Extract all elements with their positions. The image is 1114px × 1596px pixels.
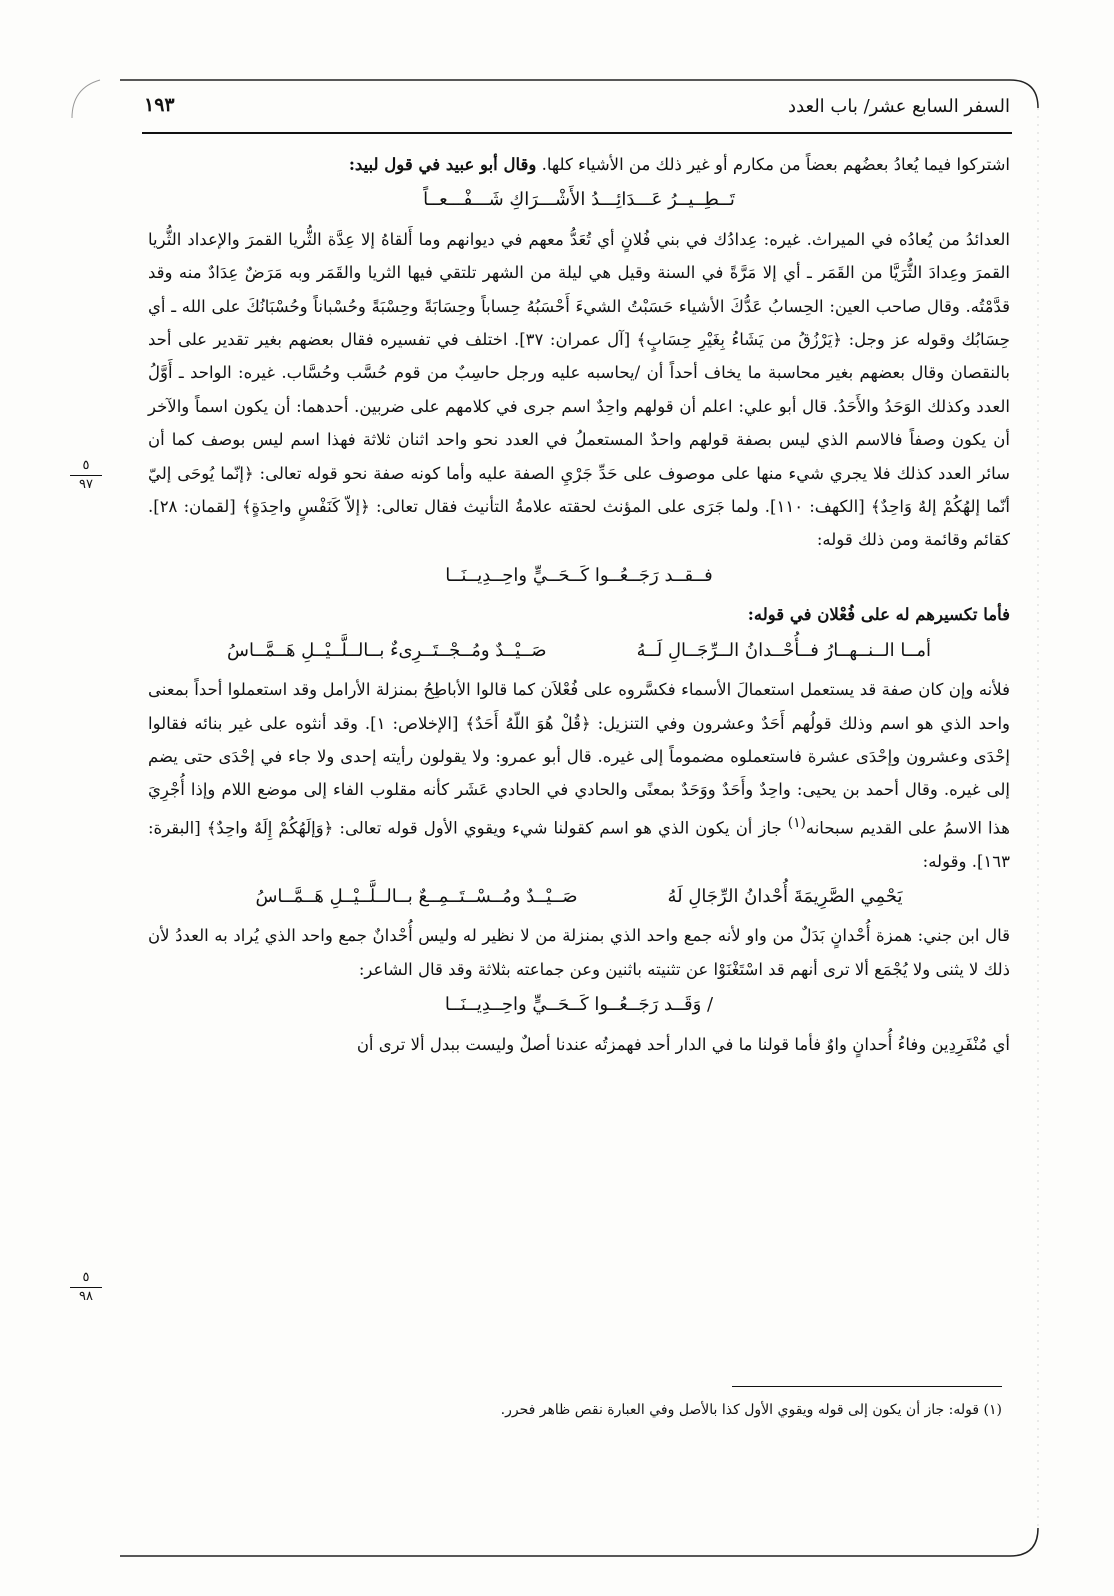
paragraph-1: اشتركوا فيما يُعادُ بعضُهم بعضاً من مكارم أو غير ذلك من الأشياء كلها. وقال أبو عبيد في قول لبيد: bbox=[348, 155, 1010, 174]
footnote-rule bbox=[732, 1386, 1002, 1387]
verse-4 bbox=[148, 880, 1010, 913]
paragraph-2: العدائدُ من يُعادُه في الميراث. غيره: عِدادُك في بني فُلانٍ أي تُعَدُّ معهم في ديوانهم وما أَلقاهُ إلا عِدَّة الثُّريا القمرَ والإعداد الثُّريا القمرَ وعِدادَ الثُّرَيَّا من القَمَر ـ أي إلا مَرَّةً في السنة وقيل هي ليلة من الشهر تلتقي فيها الثريا والقَمَر وبه مَرَضٌ عِدَادٌ منه وقد قدَّمْتُه. وقال صاحب العين: الحِسابُ عَدُّكَ الأشياء حَسَبْتُ الشيءَ أَحْسَبُهُ حِساباً وحِسَابَةً وحِسْبَةً وحُسْباناً وحُسْبَانُكَ على الله ـ أي حِسَابُك وقوله عز وجل: ﴿يَرْزُقُ من يَشَاءُ بِغَيْرِ حِسَابٍ﴾ [آل عمران: ٣٧]. اختلف في تفسيره فقال بعضهم بغير تقدير على أحد بالنقصان وقال بعضهم بغير محاسبة ما يخاف أحداً أن /يحاسبه عليه ورجل حاسِبٌ من قوم حُسَّب وحُسَّاب. غيره: الواحد ـ أَوَّلُ العدد وكذلك الوَحَدُ والأَحَدُ. قال أبو علي: اعلم أن قولهم واحِدٌ اسم جرى في كلامهم على ضربين. أحدهما: أن يكون اسماً والآخر أن يكون وصفاً فالاسم الذي ليس بصفة قولهم واحدٌ المستعملُ في العدد نحو واحد اثنان ثلاثة فهذا اسم ليس بوصف كما أن سائر العدد كذلك فلا يجري شيء منها على موصوف على حَدِّ جَرْيِ الصفة عليه وأما كونه صفة نحو قوله تعالى: ﴿إنّما يُوحَى إليّ أنّما إلهُكُمْ إلهٌ وَاحِدٌ﴾ [الكهف: ١١٠]. ولما جَرَى على المؤنث لحقته علامةُ التأنيث فقال تعالى: ﴿إلاّ كَنَفْسٍ واحِدَةٍ﴾ [لقمان: ٢٨]. كقائم وقائمة ومن ذلك قوله: bbox=[148, 229, 1010, 550]
verse-4-first-hemistich: يَحْمِي الصَّرِيمَةَ أُحْدانُ الرِّجَالِ لَهُ bbox=[667, 886, 903, 908]
margin-ref-1: ٥ ٩٧ bbox=[70, 458, 102, 493]
margin-ref-2: ٥ ٩٨ bbox=[70, 1270, 102, 1305]
verse-5: / وَقَــد رَجَــعُــوا كَــحَــيٍّ واحِــدِيــنَــا bbox=[444, 994, 714, 1016]
paragraph-4: فلأنه وإن كان صفة قد يستعمل استعمالَ الأسماء فكسَّروه على فُعْلاَن كما قالوا الأباطِحُ بمنزلة الأرامل وقد استعملوا أحداً بمعنى واحد الذي هو اسم وذلك قولُهم أَحَدٌ وعشرون وفي التنزيل: ﴿قُلْ هُوَ اللّهُ أَحَدٌ﴾ [الإخلاص: ١]. وقد أنثوه على غير بنائه فقالوا إحْدَى وعشرون وإحْدَى عشرة فاستعملوه مضموماً إلى غيره. قال أبو عمرو: ولا يقولون رأيته إحدى ولا جاء في إحْدَى حتى يضم إلى غيره. وقال أحمد بن يحيى: واحِدٌ وأَحَدٌ ووَحَدٌ بمعنًى والحادي في الحادي عَشَر كأنه مقلوب الفاء إلى موضع اللام وإذا أُجْرِيَ هذا الاسمُ على القديم سبحانه$^{(١)}$ جاز أن يكون الذي هو اسم كقولنا شيء ويقوي الأول قوله تعالى: ﴿وَإلَهُكُمْ إِلَهٌ واحِدٌ﴾ [البقرة: ١٦٣]. وقوله: bbox=[148, 680, 1011, 871]
verse-2: فــقــد رَجَــعُــوا كَــحَــيٍّ واحِــدِيــنَــا bbox=[445, 564, 713, 586]
paragraph-3: فأما تكسيرهم له على فُعْلان في قوله: bbox=[747, 605, 1010, 625]
main-text bbox=[148, 148, 1010, 1061]
verse-3-first-hemistich: أمــا الــنــهــارُ فــأُحْــدانُ الــرِّجَــالِ لَــهُ bbox=[636, 639, 932, 661]
paragraph-5: قال ابن جني: همزة أُحْدانٍ بَدَلٌ من واو لأنه جمع واحد الذي بمنزلة من لا نظير له وليس أُحْدانٌ جمع واحد الذي يُراد به العددُ لأن ذلك لا يثنى ولا يُجْمَع ألا ترى أنهم قد اسْتَغْنَوْا عن تثنيته باثنين وعن جماعته بثلاثة وقد قال الشاعر: bbox=[148, 926, 1010, 979]
verse-1: تَــطِــيــرُ عَـــدَائِـــدُ الأَشْـــرَاكِ شَـــفْـــعــاً bbox=[423, 189, 735, 211]
paragraph-6: أي مُنْفَرِدِين وفاءُ أُحدانٍ واوٌ فأما قولنا ما في الدار أحد فهمزتُه عندنا أصلٌ وليست ببدل ألا ترى أن bbox=[356, 1034, 1010, 1054]
running-header-title: السفر السابع عشر/ باب العدد bbox=[788, 96, 1010, 117]
header-rule bbox=[142, 132, 1012, 134]
verse-3 bbox=[148, 634, 1010, 667]
verse-4-second-hemistich: صَــيْــدٌ ومُــسْــتَــمِــعٌ بــالــلَّــيْــلِ هَــمَّــاسُ bbox=[255, 886, 578, 908]
footnote-marker: (١) bbox=[787, 814, 806, 831]
verse-3-second-hemistich: صَــيْــدٌ ومُــجْــتَــرِىءٌ بــالــلَّــيْــلِ هَــمَّــاسُ bbox=[226, 639, 547, 661]
footnote: (١) قوله: جاز أن يكون إلى قوله ويقوي الأول كذا بالأصل وفي العبارة نقص ظاهر فحرر. bbox=[500, 1402, 1002, 1418]
page-number: ١٩٣ bbox=[144, 94, 175, 116]
